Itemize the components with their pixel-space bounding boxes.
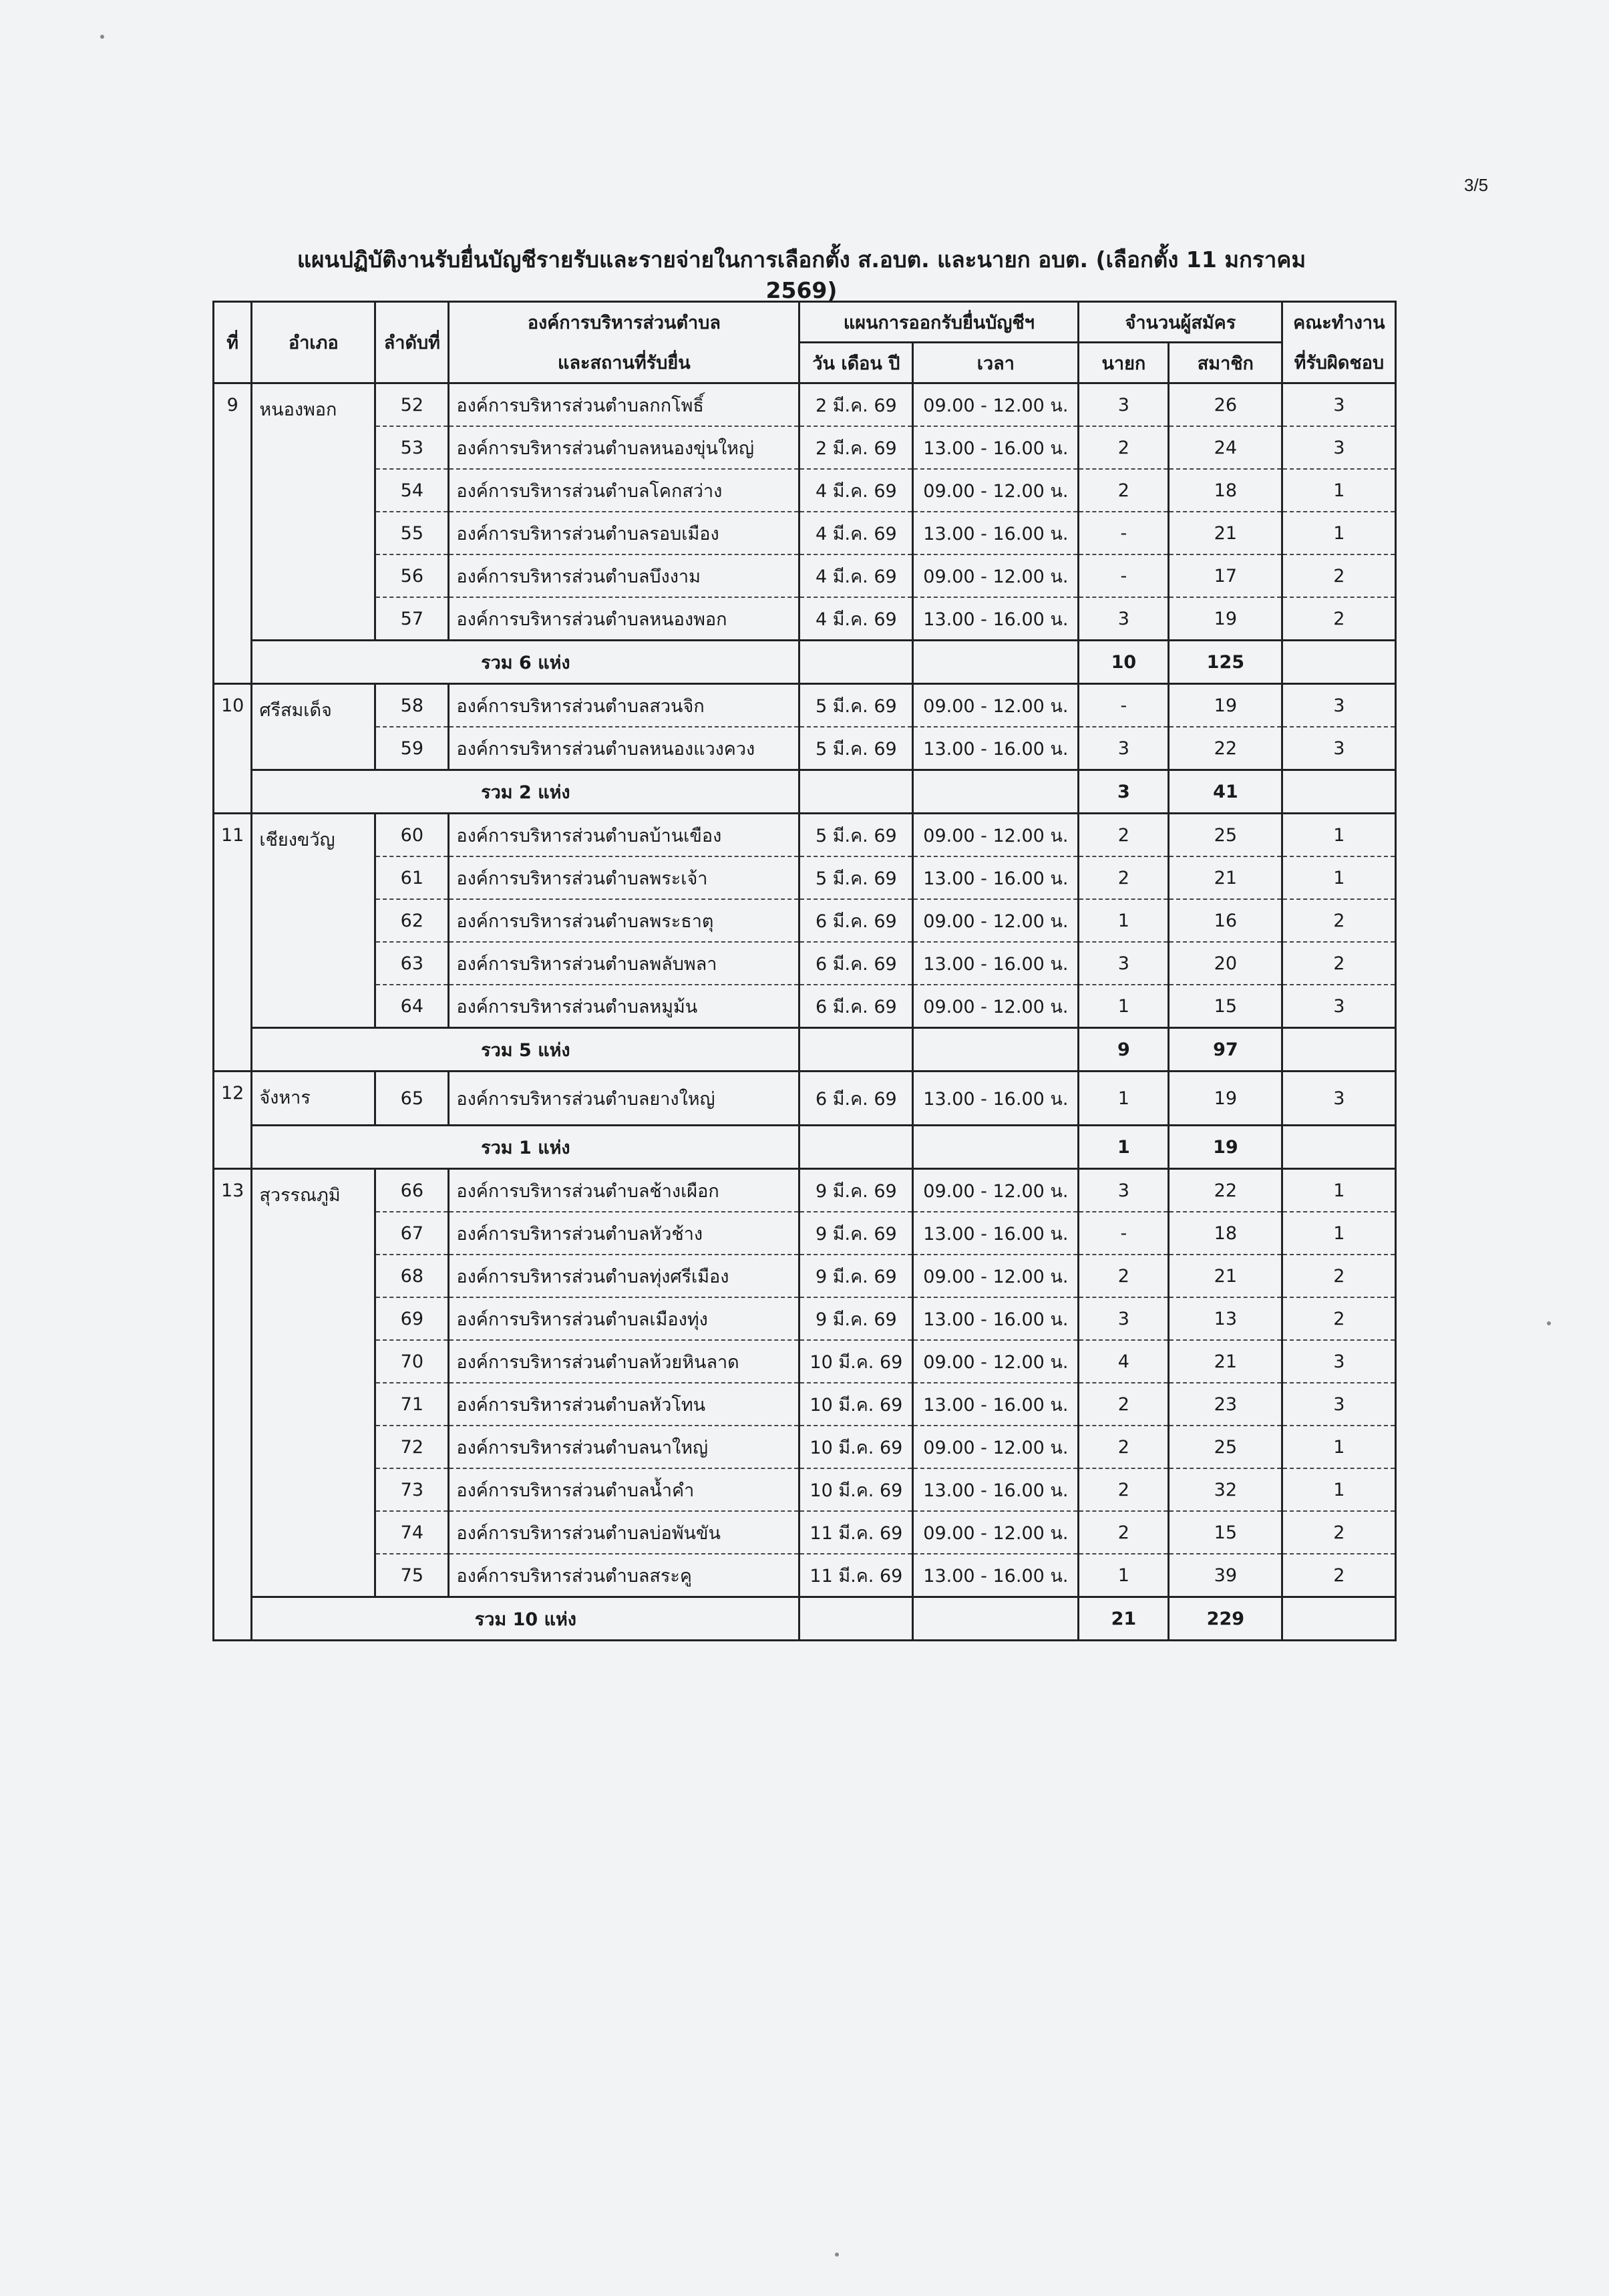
organization-name: องค์การบริหารส่วนตำบลนาใหญ่ — [449, 1426, 799, 1468]
sequence-number: 59 — [375, 727, 449, 770]
organization-name: องค์การบริหารส่วนตำบลพระธาตุ — [449, 899, 799, 942]
mayor-count: 1 — [1079, 1554, 1169, 1597]
subtotal-row — [214, 1126, 1396, 1169]
team-number: 3 — [1282, 985, 1396, 1028]
schedule-time: 09.00 - 12.00 น. — [913, 1255, 1079, 1297]
sequence-number: 54 — [375, 469, 449, 512]
sequence-number: 52 — [375, 383, 449, 427]
mayor-count: - — [1079, 512, 1169, 554]
team-number: 3 — [1282, 684, 1396, 727]
mayor-count: 1 — [1079, 985, 1169, 1028]
organization-name: องค์การบริหารส่วนตำบลกกโพธิ์ — [449, 383, 799, 427]
empty-cell — [799, 1597, 913, 1641]
mayor-count: 2 — [1079, 1255, 1169, 1297]
member-count: 17 — [1169, 554, 1282, 597]
schedule-date: 10 มี.ค. 69 — [799, 1340, 913, 1383]
schedule-date: 9 มี.ค. 69 — [799, 1255, 913, 1297]
organization-name: องค์การบริหารส่วนตำบลเมืองทุ่ง — [449, 1297, 799, 1340]
table-row — [214, 1255, 1396, 1297]
sequence-number: 67 — [375, 1212, 449, 1255]
empty-cell — [799, 770, 913, 814]
mayor-count: 3 — [1079, 383, 1169, 427]
sequence-number: 71 — [375, 1383, 449, 1426]
schedule-date: 5 มี.ค. 69 — [799, 856, 913, 899]
team-number: 3 — [1282, 1340, 1396, 1383]
schedule-date: 4 มี.ค. 69 — [799, 597, 913, 641]
team-number: 1 — [1282, 1426, 1396, 1468]
table-row — [214, 985, 1396, 1028]
team-number: 1 — [1282, 814, 1396, 857]
header-mayor: นายก — [1079, 343, 1169, 383]
empty-cell — [913, 770, 1079, 814]
team-number: 1 — [1282, 512, 1396, 554]
member-count: 18 — [1169, 1212, 1282, 1255]
schedule-date: 6 มี.ค. 69 — [799, 1072, 913, 1126]
header-district: อำเภอ — [252, 302, 375, 383]
schedule-date: 10 มี.ค. 69 — [799, 1426, 913, 1468]
schedule-time: 09.00 - 12.00 น. — [913, 554, 1079, 597]
table-row — [214, 426, 1396, 469]
schedule-date: 6 มี.ค. 69 — [799, 985, 913, 1028]
table-row — [214, 1554, 1396, 1597]
schedule-time: 09.00 - 12.00 น. — [913, 383, 1079, 427]
group-number: 11 — [214, 814, 252, 1072]
schedule-date: 5 มี.ค. 69 — [799, 814, 913, 857]
member-count: 25 — [1169, 814, 1282, 857]
sequence-number: 63 — [375, 942, 449, 985]
member-count: 22 — [1169, 1169, 1282, 1212]
mayor-count: - — [1079, 554, 1169, 597]
organization-name: องค์การบริหารส่วนตำบลบึงงาม — [449, 554, 799, 597]
schedule-time: 13.00 - 16.00 น. — [913, 1554, 1079, 1597]
group-number: 9 — [214, 383, 252, 684]
table-body — [214, 383, 1396, 1641]
member-count: 21 — [1169, 856, 1282, 899]
table-row — [214, 1169, 1396, 1212]
schedule-date: 4 มี.ค. 69 — [799, 469, 913, 512]
mayor-count: 2 — [1079, 1426, 1169, 1468]
organization-name: องค์การบริหารส่วนตำบลหมูม้น — [449, 985, 799, 1028]
subtotal-member: 125 — [1169, 641, 1282, 684]
schedule-time: 09.00 - 12.00 น. — [913, 469, 1079, 512]
organization-name: องค์การบริหารส่วนตำบลทุ่งศรีเมือง — [449, 1255, 799, 1297]
header-time: เวลา — [913, 343, 1079, 383]
header-seq: ลำดับที่ — [375, 302, 449, 383]
team-number: 2 — [1282, 1554, 1396, 1597]
mayor-count: 2 — [1079, 1511, 1169, 1554]
schedule-time: 13.00 - 16.00 น. — [913, 597, 1079, 641]
member-count: 21 — [1169, 1255, 1282, 1297]
group-number: 13 — [214, 1169, 252, 1641]
mayor-count: 3 — [1079, 597, 1169, 641]
organization-name: องค์การบริหารส่วนตำบลหัวช้าง — [449, 1212, 799, 1255]
sequence-number: 69 — [375, 1297, 449, 1340]
organization-name: องค์การบริหารส่วนตำบลสวนจิก — [449, 684, 799, 727]
schedule-time: 09.00 - 12.00 น. — [913, 684, 1079, 727]
member-count: 22 — [1169, 727, 1282, 770]
header-org-line2: และสถานที่รับยื่น — [449, 343, 799, 383]
table-row — [214, 512, 1396, 554]
sequence-number: 70 — [375, 1340, 449, 1383]
sequence-number: 60 — [375, 814, 449, 857]
mayor-count: 2 — [1079, 1468, 1169, 1511]
team-number: 3 — [1282, 383, 1396, 427]
organization-name: องค์การบริหารส่วนตำบลโคกสว่าง — [449, 469, 799, 512]
mayor-count: 3 — [1079, 942, 1169, 985]
schedule-time: 13.00 - 16.00 น. — [913, 942, 1079, 985]
sequence-number: 56 — [375, 554, 449, 597]
district-name: หนองพอก — [252, 383, 375, 641]
subtotal-row — [214, 1597, 1396, 1641]
schedule-time: 13.00 - 16.00 น. — [913, 512, 1079, 554]
table-row — [214, 727, 1396, 770]
subtotal-mayor: 21 — [1079, 1597, 1169, 1641]
subtotal-mayor: 10 — [1079, 641, 1169, 684]
header-team-line1: คณะทำงาน — [1282, 302, 1396, 343]
sequence-number: 53 — [375, 426, 449, 469]
schedule-date: 2 มี.ค. 69 — [799, 383, 913, 427]
subtotal-label: รวม 1 แห่ง — [252, 1126, 799, 1169]
subtotal-mayor: 9 — [1079, 1028, 1169, 1072]
empty-cell — [1282, 770, 1396, 814]
header-org-line1: องค์การบริหารส่วนตำบล — [449, 302, 799, 343]
team-number: 3 — [1282, 727, 1396, 770]
schedule-time: 09.00 - 12.00 น. — [913, 985, 1079, 1028]
table-row — [214, 597, 1396, 641]
team-number: 2 — [1282, 942, 1396, 985]
document-title: แผนปฏิบัติงานรับยื่นบัญชีรายรับและรายจ่ายในการเลือกตั้ง ส.อบต. และนายก อบต. (เลือกตั้ง 11 มกราคม 2569) — [297, 247, 1306, 303]
schedule-date: 11 มี.ค. 69 — [799, 1554, 913, 1597]
empty-cell — [913, 1028, 1079, 1072]
organization-name: องค์การบริหารส่วนตำบลหนองขุ่นใหญ่ — [449, 426, 799, 469]
header-team-line2: ที่รับผิดชอบ — [1282, 343, 1396, 383]
sequence-number: 55 — [375, 512, 449, 554]
organization-name: องค์การบริหารส่วนตำบลยางใหญ่ — [449, 1072, 799, 1126]
schedule-date: 9 มี.ค. 69 — [799, 1212, 913, 1255]
subtotal-mayor: 1 — [1079, 1126, 1169, 1169]
subtotal-label: รวม 5 แห่ง — [252, 1028, 799, 1072]
member-count: 20 — [1169, 942, 1282, 985]
schedule-time: 13.00 - 16.00 น. — [913, 1212, 1079, 1255]
organization-name: องค์การบริหารส่วนตำบลน้ำคำ — [449, 1468, 799, 1511]
sequence-number: 62 — [375, 899, 449, 942]
schedule-time: 09.00 - 12.00 น. — [913, 899, 1079, 942]
district-name: จังหาร — [252, 1072, 375, 1126]
schedule-time: 13.00 - 16.00 น. — [913, 426, 1079, 469]
mayor-count: 3 — [1079, 727, 1169, 770]
table-row — [214, 554, 1396, 597]
empty-cell — [1282, 641, 1396, 684]
mayor-count: 2 — [1079, 1383, 1169, 1426]
schedule-date: 5 มี.ค. 69 — [799, 727, 913, 770]
schedule-date: 9 มี.ค. 69 — [799, 1169, 913, 1212]
subtotal-label: รวม 2 แห่ง — [252, 770, 799, 814]
schedule-time: 09.00 - 12.00 น. — [913, 814, 1079, 857]
organization-name: องค์การบริหารส่วนตำบลช้างเผือก — [449, 1169, 799, 1212]
team-number: 1 — [1282, 856, 1396, 899]
empty-cell — [1282, 1126, 1396, 1169]
table-row — [214, 1297, 1396, 1340]
member-count: 19 — [1169, 684, 1282, 727]
organization-name: องค์การบริหารส่วนตำบลหนองแวงควง — [449, 727, 799, 770]
schedule-date: 4 มี.ค. 69 — [799, 554, 913, 597]
team-number: 1 — [1282, 1468, 1396, 1511]
sequence-number: 72 — [375, 1426, 449, 1468]
subtotal-row — [214, 770, 1396, 814]
subtotal-mayor: 3 — [1079, 770, 1169, 814]
table-row — [214, 1468, 1396, 1511]
district-name: ศรีสมเด็จ — [252, 684, 375, 770]
sequence-number: 68 — [375, 1255, 449, 1297]
schedule-time: 13.00 - 16.00 น. — [913, 1383, 1079, 1426]
team-number: 2 — [1282, 1511, 1396, 1554]
organization-name: องค์การบริหารส่วนตำบลหนองพอก — [449, 597, 799, 641]
header-member: สมาชิก — [1169, 343, 1282, 383]
organization-name: องค์การบริหารส่วนตำบลบ้านเขือง — [449, 814, 799, 857]
schedule-date: 5 มี.ค. 69 — [799, 684, 913, 727]
organization-name: องค์การบริหารส่วนตำบลพลับพลา — [449, 942, 799, 985]
member-count: 21 — [1169, 512, 1282, 554]
organization-name: องค์การบริหารส่วนตำบลห้วยหินลาด — [449, 1340, 799, 1383]
schedule-time: 09.00 - 12.00 น. — [913, 1340, 1079, 1383]
schedule-time: 09.00 - 12.00 น. — [913, 1169, 1079, 1212]
member-count: 16 — [1169, 899, 1282, 942]
mayor-count: 2 — [1079, 856, 1169, 899]
schedule-date: 10 มี.ค. 69 — [799, 1383, 913, 1426]
empty-cell — [913, 1126, 1079, 1169]
schedule-date: 11 มี.ค. 69 — [799, 1511, 913, 1554]
subtotal-member: 97 — [1169, 1028, 1282, 1072]
subtotal-member: 229 — [1169, 1597, 1282, 1641]
organization-name: องค์การบริหารส่วนตำบลบ่อพันขัน — [449, 1511, 799, 1554]
schedule-time: 13.00 - 16.00 น. — [913, 1468, 1079, 1511]
schedule-time: 13.00 - 16.00 น. — [913, 856, 1079, 899]
mayor-count: 1 — [1079, 899, 1169, 942]
member-count: 32 — [1169, 1468, 1282, 1511]
schedule-date: 4 มี.ค. 69 — [799, 512, 913, 554]
table-row — [214, 383, 1396, 427]
member-count: 39 — [1169, 1554, 1282, 1597]
sequence-number: 64 — [375, 985, 449, 1028]
header-date: วัน เดือน ปี — [799, 343, 913, 383]
header-applicants: จำนวนผู้สมัคร — [1079, 302, 1282, 343]
table-row — [214, 856, 1396, 899]
team-number: 3 — [1282, 1383, 1396, 1426]
organization-name: องค์การบริหารส่วนตำบลรอบเมือง — [449, 512, 799, 554]
group-number: 10 — [214, 684, 252, 814]
mayor-count: 1 — [1079, 1072, 1169, 1126]
plan-table — [212, 301, 1397, 1641]
schedule-date: 6 มี.ค. 69 — [799, 899, 913, 942]
subtotal-member: 41 — [1169, 770, 1282, 814]
table-row — [214, 942, 1396, 985]
mayor-count: 3 — [1079, 1297, 1169, 1340]
organization-name: องค์การบริหารส่วนตำบลหัวโทน — [449, 1383, 799, 1426]
empty-cell — [799, 1028, 913, 1072]
member-count: 19 — [1169, 597, 1282, 641]
team-number: 3 — [1282, 426, 1396, 469]
sequence-number: 66 — [375, 1169, 449, 1212]
member-count: 15 — [1169, 985, 1282, 1028]
member-count: 24 — [1169, 426, 1282, 469]
subtotal-row — [214, 641, 1396, 684]
subtotal-label: รวม 10 แห่ง — [252, 1597, 799, 1641]
table-row — [214, 1426, 1396, 1468]
mayor-count: 4 — [1079, 1340, 1169, 1383]
mayor-count: 2 — [1079, 469, 1169, 512]
subtotal-row — [214, 1028, 1396, 1072]
team-number: 2 — [1282, 597, 1396, 641]
team-number: 1 — [1282, 1212, 1396, 1255]
empty-cell — [799, 1126, 913, 1169]
sequence-number: 73 — [375, 1468, 449, 1511]
sequence-number: 65 — [375, 1072, 449, 1126]
scan-speck — [100, 35, 104, 39]
schedule-date: 9 มี.ค. 69 — [799, 1297, 913, 1340]
schedule-date: 6 มี.ค. 69 — [799, 942, 913, 985]
scan-speck — [1547, 1321, 1551, 1325]
schedule-time: 09.00 - 12.00 น. — [913, 1426, 1079, 1468]
member-count: 21 — [1169, 1340, 1282, 1383]
table-row — [214, 469, 1396, 512]
member-count: 26 — [1169, 383, 1282, 427]
sequence-number: 74 — [375, 1511, 449, 1554]
mayor-count: 2 — [1079, 426, 1169, 469]
group-number: 12 — [214, 1072, 252, 1169]
team-number: 2 — [1282, 1255, 1396, 1297]
team-number: 1 — [1282, 1169, 1396, 1212]
member-count: 15 — [1169, 1511, 1282, 1554]
sequence-number: 57 — [375, 597, 449, 641]
table-row — [214, 814, 1396, 857]
table-row — [214, 1072, 1396, 1126]
member-count: 13 — [1169, 1297, 1282, 1340]
member-count: 18 — [1169, 469, 1282, 512]
header-plan: แผนการออกรับยื่นบัญชีฯ — [799, 302, 1079, 343]
mayor-count: 2 — [1079, 814, 1169, 857]
mayor-count: - — [1079, 684, 1169, 727]
subtotal-label: รวม 6 แห่ง — [252, 641, 799, 684]
member-count: 19 — [1169, 1072, 1282, 1126]
schedule-date: 10 มี.ค. 69 — [799, 1468, 913, 1511]
member-count: 25 — [1169, 1426, 1282, 1468]
table-row — [214, 1212, 1396, 1255]
mayor-count: 3 — [1079, 1169, 1169, 1212]
table-row — [214, 684, 1396, 727]
page-number: 3/5 — [1464, 175, 1489, 195]
member-count: 23 — [1169, 1383, 1282, 1426]
organization-name: องค์การบริหารส่วนตำบลพระเจ้า — [449, 856, 799, 899]
empty-cell — [913, 641, 1079, 684]
team-number: 2 — [1282, 554, 1396, 597]
sequence-number: 61 — [375, 856, 449, 899]
schedule-date: 2 มี.ค. 69 — [799, 426, 913, 469]
table-row — [214, 899, 1396, 942]
team-number: 1 — [1282, 469, 1396, 512]
table-row — [214, 1383, 1396, 1426]
schedule-time: 09.00 - 12.00 น. — [913, 1511, 1079, 1554]
subtotal-member: 19 — [1169, 1126, 1282, 1169]
table-row — [214, 1511, 1396, 1554]
schedule-time: 13.00 - 16.00 น. — [913, 1297, 1079, 1340]
header-no: ที่ — [214, 302, 252, 383]
team-number: 2 — [1282, 1297, 1396, 1340]
schedule-time: 13.00 - 16.00 น. — [913, 1072, 1079, 1126]
empty-cell — [1282, 1597, 1396, 1641]
table-row — [214, 1340, 1396, 1383]
team-number: 3 — [1282, 1072, 1396, 1126]
scan-speck — [835, 2253, 839, 2257]
empty-cell — [1282, 1028, 1396, 1072]
district-name: เชียงขวัญ — [252, 814, 375, 1028]
schedule-time: 13.00 - 16.00 น. — [913, 727, 1079, 770]
sequence-number: 58 — [375, 684, 449, 727]
empty-cell — [799, 641, 913, 684]
empty-cell — [913, 1597, 1079, 1641]
team-number: 2 — [1282, 899, 1396, 942]
district-name: สุวรรณภูมิ — [252, 1169, 375, 1597]
mayor-count: - — [1079, 1212, 1169, 1255]
organization-name: องค์การบริหารส่วนตำบลสระคู — [449, 1554, 799, 1597]
sequence-number: 75 — [375, 1554, 449, 1597]
